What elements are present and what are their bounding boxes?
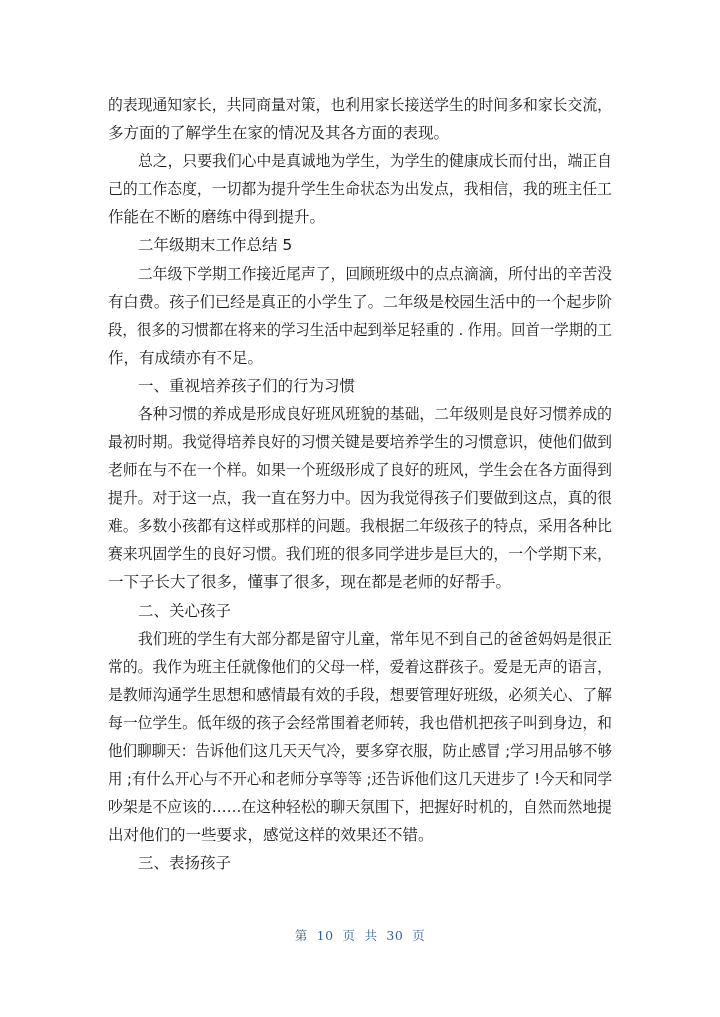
- line-text: 二、关心孩子: [138, 602, 232, 620]
- line-text: 作能在不断的磨练中得到提升。: [108, 208, 326, 226]
- line-text: 多方面的了解学生在家的情况及其各方面的表现。: [108, 124, 450, 142]
- line-text: 每一位学生。低年级的孩子会经常围着老师转，我也借机把孩子叫到身边，和: [108, 714, 612, 732]
- line-text: 各种习惯的养成是形成良好班风班貌的基础，二年级则是良好习惯养成的: [138, 405, 612, 423]
- line-text: 段，很多的习惯都在将来的学习生活中起到举足轻重的 . 作用。回首一学期的工: [108, 321, 612, 339]
- page-number-footer: 第 10 页 共 30 页: [294, 928, 426, 943]
- line-text: 一、重视培养孩子们的行为习惯: [138, 377, 356, 395]
- line-text: 用 ;有什么开心与不开心和老师分享等等 ;还告诉他们这几天进步了 !今天和同学: [108, 770, 613, 788]
- line-text: 吵架是不应该的……在这种轻松的聊天氛围下，把握好时机的，自然而然地提: [108, 798, 612, 816]
- line-text: 难。多数小孩都有这样或那样的问题。我根据二年级孩子的特点，采用各种比: [108, 517, 612, 535]
- line-text: 赛来巩固学生的良好习惯。我们班的很多同学进步是巨大的，一个学期下来，: [108, 545, 612, 563]
- line-text: 我们班的学生有大部分都是留守儿童，常年见不到自己的爸爸妈妈是很正: [138, 630, 612, 648]
- line-text: 最初时期。我觉得培养良好的习惯关键是要培养学生的习惯意识，使他们做到: [108, 433, 612, 451]
- line-text: 总之，只要我们心中是真诚地为学生，为学生的健康成长而付出，端正自: [138, 152, 612, 170]
- line-text: 提升。对于这一点，我一直在努力中。因为我觉得孩子们要做到这点，真的很: [108, 489, 612, 507]
- line-text: 老师在与不在一个样。如果一个班级形成了良好的班风，学生会在各方面得到: [108, 461, 612, 479]
- line-text: 己的工作态度，一切都为提升学生生命状态为出发点，我相信，我的班主任工: [108, 180, 612, 198]
- line-text: 他们聊聊天：告诉他们这几天天气冷，要多穿衣服，防止感冒 ;学习用品够不够: [108, 742, 613, 760]
- line-text: 是教师沟通学生思想和感情最有效的手段，想要管理好班级，必须关心、了解: [108, 686, 612, 704]
- line-text: 二年级期末工作总结 5: [138, 236, 293, 254]
- line-text: 一下子长大了很多，懂事了很多，现在都是老师的好帮手。: [108, 573, 512, 591]
- line-text: 作，有成绩亦有不足。: [108, 349, 264, 367]
- line-text: 三、表扬孩子: [138, 854, 232, 872]
- line-text: 的表现通知家长，共同商量对策，也利用家长接送学生的时间多和家长交流，: [108, 96, 612, 114]
- line-text: 有白费。孩子们已经是真正的小学生了。二年级是校园生活中的一个起步阶: [108, 293, 612, 311]
- line-text: 常的。我作为班主任就像他们的父母一样，爱着这群孩子。爱是无声的语言，: [108, 658, 612, 676]
- line-text: 出对他们的一些要求，感觉这样的效果还不错。: [108, 826, 434, 844]
- line-text: 二年级下学期工作接近尾声了，回顾班级中的点点滴滴，所付出的辛苦没: [138, 265, 612, 283]
